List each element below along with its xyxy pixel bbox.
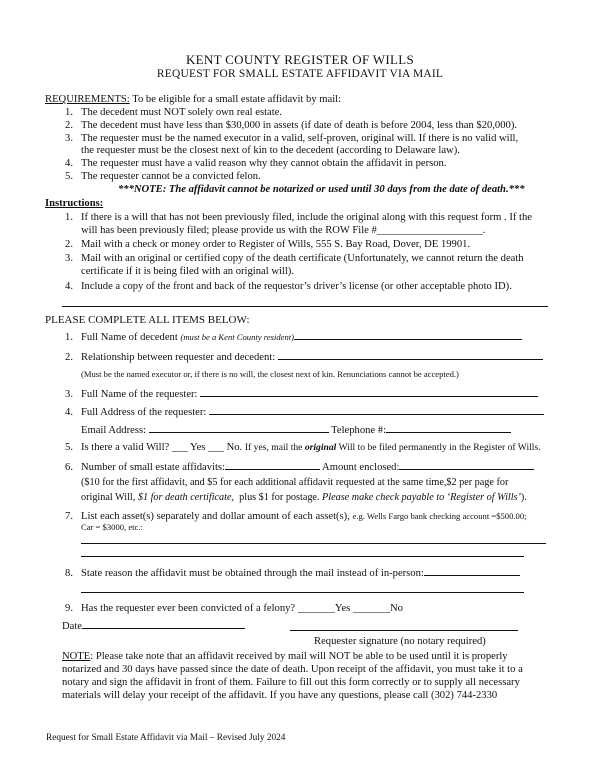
decedent-note: (must be a Kent County resident): [180, 332, 294, 342]
section-divider: [62, 306, 548, 307]
field-contact[interactable]: Email Address: Telephone #:: [81, 423, 511, 437]
amount-enclosed-line[interactable]: [399, 460, 534, 470]
mail-reason-line[interactable]: [81, 592, 524, 593]
field-mail-reason[interactable]: 8. State reason the affidavit must be obtained through the mail instead of in-person:: [55, 566, 520, 580]
notice-line: materials will delay your receipt of the affidavit. If you have any questions, please call (302) 744-2330: [62, 690, 498, 701]
requirements-label: REQUIREMENTS:: [45, 94, 130, 105]
notice-line: NOTE: Please take note that an affidavit received by mail will NOT be able to be used until it is properly: [62, 651, 508, 662]
instruction-item-continued: certificate if it is being filed with an original will).: [81, 266, 294, 277]
field-date[interactable]: Date: [62, 619, 245, 633]
fee-note-line-2: original Will, $1 for death certificate, plus $1 for postage. Please make check payable to ‘Register of Wills’).: [81, 492, 527, 503]
field-requester-address[interactable]: 4. Full Address of the requester:: [55, 405, 544, 419]
requirement-item: 1. The decedent must NOT solely own real estate.: [65, 107, 283, 118]
signature-label: Requester signature (no notary required): [314, 636, 486, 647]
requirement-item: 2. The decedent must have less than $30,000 in assets (if date of death is before 2004, less than $20,000).: [65, 120, 517, 131]
requester-name-line[interactable]: [200, 387, 538, 397]
requirement-item: 3. The requester must be the named executor in a valid, self-proven, original will. If there is no valid will,: [65, 133, 519, 144]
page-subtitle: REQUEST FOR SMALL ESTATE AFFIDAVIT VIA MAIL: [156, 68, 444, 80]
page-title: KENT COUNTY REGISTER OF WILLS: [185, 52, 414, 67]
affidavit-count-line[interactable]: [225, 460, 320, 470]
mail-reason-line[interactable]: [424, 566, 520, 576]
requirements-intro: [45, 93, 341, 106]
field-valid-will[interactable]: 5. Is there a valid Will? ___ Yes ___ No. If yes, mail the original Will to be filed permanently in the Register of Wills.: [65, 442, 541, 453]
requirement-item: 5. The requester cannot be a convicted felon.: [65, 171, 261, 182]
instructions-label: Instructions:: [45, 198, 104, 209]
field-felony[interactable]: 9. Has the requester ever been convicted of a felony? _______Yes _______No: [65, 603, 403, 614]
assets-line[interactable]: [81, 543, 546, 544]
form-heading: PLEASE COMPLETE ALL ITEMS BELOW:: [45, 314, 250, 326]
notice-line: notarized and 30 days have passed since the date of death. Upon receipt of the affidavit, you must take it to a: [62, 664, 523, 675]
field-affidavit-count[interactable]: 6. Number of small estate affidavits: Amount enclosed:: [55, 460, 534, 474]
instruction-item: 1. If there is a will that has not been previously filed, include the original along with this request form . If the: [65, 212, 532, 223]
requester-address-line[interactable]: [209, 405, 544, 415]
requirements-intro-text: To be eligible for a small estate affidavit by mail:: [132, 94, 342, 105]
signature-line[interactable]: [290, 630, 518, 631]
page-footer: Request for Small Estate Affidavit via Mail – Revised July 2024: [46, 733, 286, 743]
date-line[interactable]: [82, 619, 245, 629]
email-line[interactable]: [149, 423, 329, 433]
field-requester-name[interactable]: 3. Full Name of the requester:: [55, 387, 538, 401]
notice-label: NOTE: [62, 651, 91, 662]
instruction-item: 2. Mail with a check or money order to Register of Wills, 555 S. Bay Road, Dover, DE 19901.: [65, 239, 471, 250]
field-decedent-name[interactable]: 1. Full Name of decedent (must be a Kent County resident): [55, 330, 522, 344]
decedent-name-line[interactable]: [294, 330, 522, 340]
notice-line: notary and sign the affidavit in front of them. Failure to fill out this form correctly or to supply all necessary: [62, 677, 520, 688]
instruction-item-continued: will has been previously filed; please provide us with the ROW File #____________________.: [81, 225, 486, 236]
assets-line[interactable]: [81, 556, 524, 557]
instruction-item: 4. Include a copy of the front and back of the requestor’s driver’s license (or other acceptable photo ID).: [65, 281, 512, 292]
assets-note: Car = $3000, etc.:: [81, 522, 143, 532]
field-relationship[interactable]: 2. Relationship between requester and decedent:: [55, 350, 543, 364]
field-assets[interactable]: 7. List each asset(s) separately and dollar amount of each asset(s), e.g. Wells Fargo bank checking account =$500.00;: [65, 511, 527, 522]
telephone-line[interactable]: [386, 423, 511, 433]
requirement-item-continued: the requester must be the closest next of kin to the decedent (according to Delaware law).: [81, 145, 460, 156]
requirement-item: 4. The requester must have a valid reason why they cannot obtain the affidavit in person.: [65, 158, 447, 169]
relationship-line[interactable]: [278, 350, 543, 360]
instruction-item: 3. Mail with an original or certified copy of the death certificate (Unfortunately, we cannot return the death: [65, 253, 524, 264]
fee-note-line-1: ($10 for the first affidavit, and $5 for each additional affidavit requested at the same time,$2 per page for: [81, 477, 509, 488]
relationship-note: (Must be the named executor or, if there is no will, the closest next of kin. Renunciations cannot be accepted.): [81, 369, 459, 379]
requirements-note: ***NOTE: The affidavit cannot be notarized or used until 30 days from the date of death.***: [118, 184, 525, 195]
